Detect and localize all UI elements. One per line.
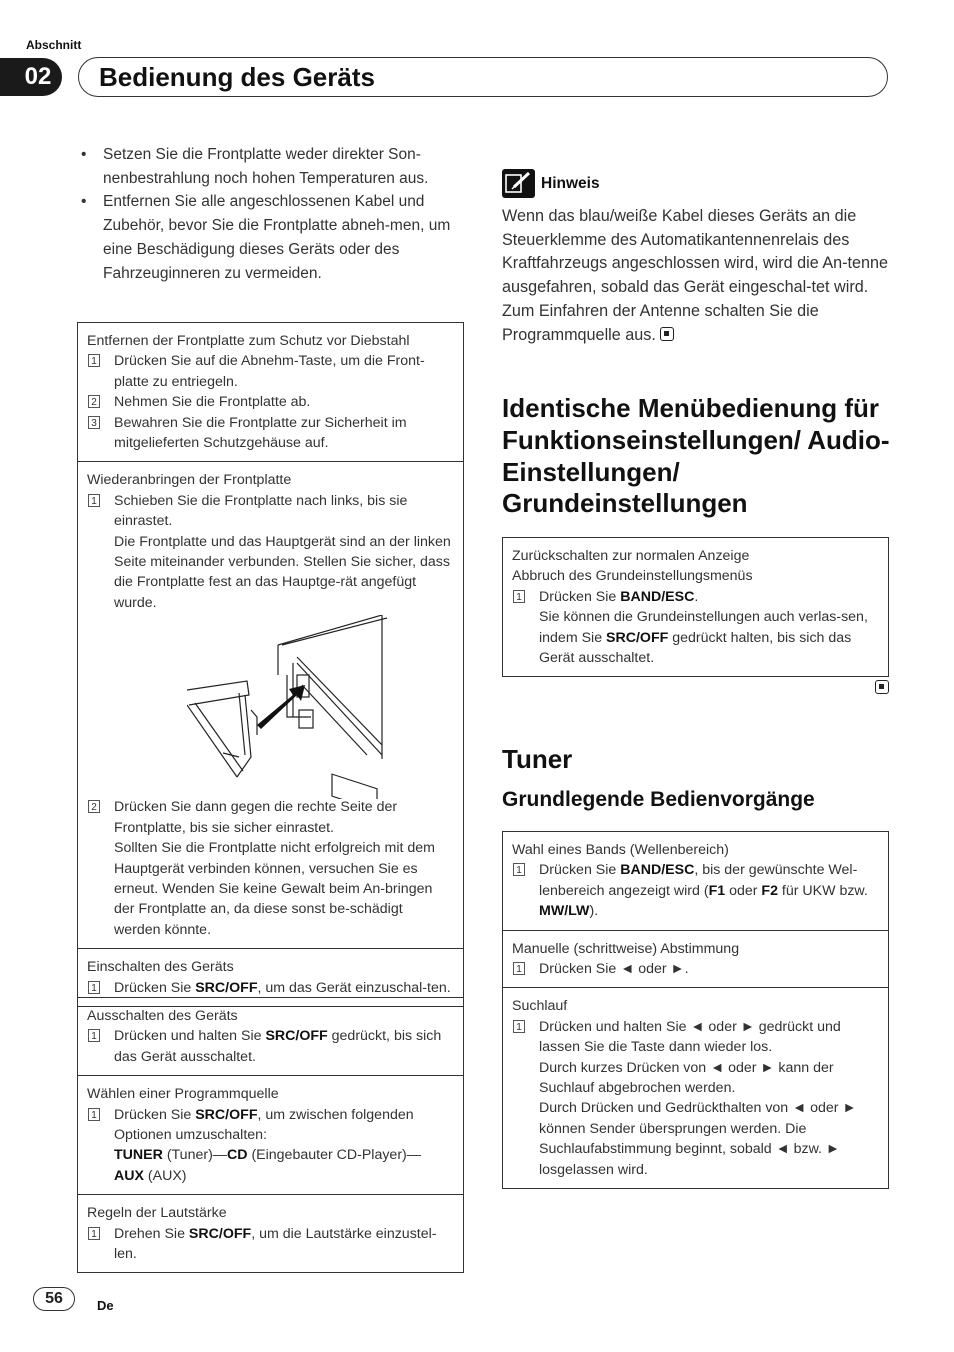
step-text: Drücken Sie <box>539 862 621 879</box>
note-label: Hinweis <box>541 174 600 192</box>
step-number: 1 <box>88 494 100 507</box>
key-name: F1 <box>708 882 726 899</box>
note-text-block <box>502 205 892 347</box>
key-name: SRC/OFF <box>195 979 258 996</box>
section-heading-tuner: Tuner <box>502 744 573 774</box>
key-name: BAND/ESC <box>620 588 695 605</box>
step-text: Drücken und halten Sie ◄ oder ► gedrückt und lassen Sie die Taste dann wieder los. <box>539 1018 841 1056</box>
step-explanation: Sie können die Grundeinstellungen auch verlas-sen, indem Sie <box>539 609 868 646</box>
manual-tuning-box <box>503 930 888 988</box>
step-row <box>87 413 453 454</box>
key-name: SRC/OFF <box>265 1028 328 1045</box>
step-number: 1 <box>88 981 100 994</box>
note-header <box>502 169 600 198</box>
box-heading: Zurückschalten zur normalen Anzeige <box>512 548 750 564</box>
box-heading: Wiederanbringen der Frontplatte <box>87 472 292 489</box>
step-explanation: gedrückt halten, bis sich das Gerät ausschaltet. <box>539 629 852 667</box>
step-row <box>512 959 878 979</box>
source-option-text: (Tuner)— <box>162 1147 227 1164</box>
key-name: SRC/OFF <box>195 1106 258 1123</box>
tuner-box-group <box>502 831 889 1189</box>
key-name: BAND/ESC <box>620 862 695 879</box>
step-text: ). <box>589 903 599 920</box>
step-row <box>87 351 453 392</box>
language-code: De <box>97 1298 114 1313</box>
step-row <box>87 1105 453 1187</box>
step-row <box>512 860 878 921</box>
step-text: Drücken Sie ◄ oder ►. <box>539 961 689 978</box>
box-heading: Einschalten des Geräts <box>87 959 234 976</box>
frontpanel-box-group <box>77 322 464 1007</box>
box-heading: Abbruch des Grundeinstellungsmenüs <box>512 568 753 585</box>
attach-panel-box <box>78 461 463 948</box>
step-text: , um das Gerät einzuschal-ten. <box>257 979 451 996</box>
source-option-text: (AUX) <box>143 1167 187 1184</box>
step-explanation: Durch Drücken und Gedrückthalten von ◄ oder ► können Sender übersprungen werden. Die Suchlaufabstimmung beginnt, sobald ◄ bzw. ► losgelassen wird. <box>539 1100 857 1178</box>
step-row <box>87 978 453 998</box>
section-number-badge: 02 <box>0 58 62 96</box>
step-number: 1 <box>513 962 525 975</box>
panel-illustration-svg <box>187 615 487 799</box>
step-text: Drehen Sie <box>114 1225 189 1242</box>
volume-box <box>78 1194 463 1272</box>
box-heading: Ausschalten des Geräts <box>87 1008 238 1024</box>
step-text: Drücken Sie dann gegen die rechte Seite der Frontplatte, bis sie sicher einrastet. <box>114 799 398 836</box>
source-option-key: AUX <box>114 1167 144 1184</box>
box-heading: Entfernen der Frontplatte zum Schutz vor Diebstahl <box>87 333 410 349</box>
step-number: 1 <box>513 590 525 603</box>
subheading-basic-operation: Grundlegende Bedienvorgänge <box>502 788 815 811</box>
step-explanation: Die Frontplatte und das Hauptgerät sind an der linken Seite miteinander verbunden. Stellen Sie sicher, dass die Frontplatte fest an das Hauptge-rät angefügt wurde. <box>114 533 451 611</box>
box-heading: Suchlauf <box>512 998 568 1015</box>
step-row <box>87 1224 453 1265</box>
step-number: 1 <box>88 354 100 367</box>
step-explanation: Durch kurzes Drücken von ◄ oder ► kann der Suchlauf abgebrochen werden. <box>539 1059 834 1097</box>
step-row <box>87 1026 453 1067</box>
step-text: . <box>694 588 699 605</box>
step-text: Bewahren Sie die Frontplatte zur Sicherheit im mitgelieferten Schutzgehäuse auf. <box>114 414 407 452</box>
remove-panel-box <box>78 323 463 461</box>
step-text: , um die Lautstärke einzustel-len. <box>114 1225 437 1263</box>
seek-tuning-box <box>503 987 888 1188</box>
precaution-list <box>78 143 464 285</box>
step-row <box>87 797 453 940</box>
step-text: gedrückt, bis sich das Gerät ausschaltet. <box>114 1028 442 1065</box>
step-number: 3 <box>88 416 100 429</box>
box-heading: Regeln der Lautstärke <box>87 1205 227 1222</box>
step-number: 2 <box>88 395 100 408</box>
key-name: MW/LW <box>539 903 590 920</box>
return-box-group <box>502 537 889 677</box>
step-text: Schieben Sie die Frontplatte nach links, bis sie einrastet. <box>114 492 408 530</box>
note-text: Wenn das blau/weiße Kabel dieses Geräts an die Steuerklemme des Automatikantennenrelais des Kraftfahrzeugs angeschlossen wird, wird die An-tenne ausgefahren, sobald das Gerät eingeschal-tet wird. Zum Einfahren der Antenne schalten Sie die Programmquelle aus. <box>502 207 889 344</box>
step-row <box>512 1017 878 1180</box>
step-text: oder <box>725 882 762 899</box>
step-number: 1 <box>88 1227 100 1240</box>
key-name: SRC/OFF <box>606 629 669 646</box>
section-label: Abschnitt <box>26 38 82 52</box>
select-source-box <box>78 1075 463 1194</box>
step-text: , um zwischen folgenden Optionen umzuschalten: <box>114 1106 414 1144</box>
step-text: Drücken Sie auf die Abnehm-Taste, um die Front-platte zu entriegeln. <box>114 353 425 390</box>
box-heading: Manuelle (schrittweise) Abstimmung <box>512 940 740 957</box>
page-number: 56 <box>33 1287 75 1311</box>
step-number: 1 <box>88 1029 100 1042</box>
note-pencil-icon <box>502 169 535 198</box>
operation-box-group <box>77 997 464 1273</box>
step-text: , bis der gewünschte Wel-lenbereich angezeigt wird ( <box>539 862 858 899</box>
attach-illustration <box>87 613 453 797</box>
bullet-item: • Entfernen Sie alle angeschlossenen Kabel und Zubehör, bevor Sie die Frontplatte abneh-men, um eine Beschädigung dieses Geräts oder des Fahrzeuginneren zu vermeiden. <box>78 190 464 285</box>
band-select-box <box>503 832 888 930</box>
step-row <box>87 392 453 412</box>
step-number: 1 <box>88 1108 100 1121</box>
key-name: SRC/OFF <box>188 1225 252 1242</box>
box-heading: Wahl eines Bands (Wellenbereich) <box>512 842 729 858</box>
source-option-key: TUNER <box>114 1147 163 1164</box>
return-display-box <box>503 538 888 676</box>
step-row <box>512 587 878 669</box>
key-name: F2 <box>761 882 778 899</box>
step-text: Drücken Sie <box>114 979 196 996</box>
step-number: 1 <box>513 1020 525 1033</box>
chapter-title-bar <box>78 57 888 97</box>
source-option-key: CD <box>227 1147 248 1164</box>
step-number: 1 <box>513 863 525 876</box>
bullet-item: • Setzen Sie die Frontplatte weder direkter Son-nenbestrahlung noch hohen Temperaturen aus. <box>78 143 464 190</box>
power-off-box <box>78 998 463 1075</box>
box-heading: Wählen einer Programmquelle <box>87 1086 279 1103</box>
step-text: Nehmen Sie die Frontplatte ab. <box>114 394 311 411</box>
step-text: Drücken und halten Sie <box>114 1028 266 1045</box>
end-mark-icon <box>660 327 674 341</box>
step-text: Drücken Sie <box>114 1106 196 1123</box>
chapter-title: Bedienung des Geräts <box>99 62 375 92</box>
section-heading-menu: Identische Menübedienung für Funktionseinstellungen/ Audio-Einstellungen/ Grundeinstellungen <box>502 393 890 519</box>
step-number: 2 <box>88 800 100 813</box>
source-option-text: (Eingebauter CD-Player)— <box>247 1147 421 1164</box>
step-explanation: Sollten Sie die Frontplatte nicht erfolgreich mit dem Hauptgerät verbinden können, versuchen Sie es erneut. Wenden Sie keine Gewalt beim An-bringen der Frontplatte an, da diese sonst be-schädigt werden könnte. <box>114 840 435 938</box>
end-mark-icon <box>875 680 889 694</box>
step-text: Drücken Sie <box>539 588 621 605</box>
step-row <box>87 491 453 613</box>
step-text: für UKW bzw. <box>777 882 868 899</box>
